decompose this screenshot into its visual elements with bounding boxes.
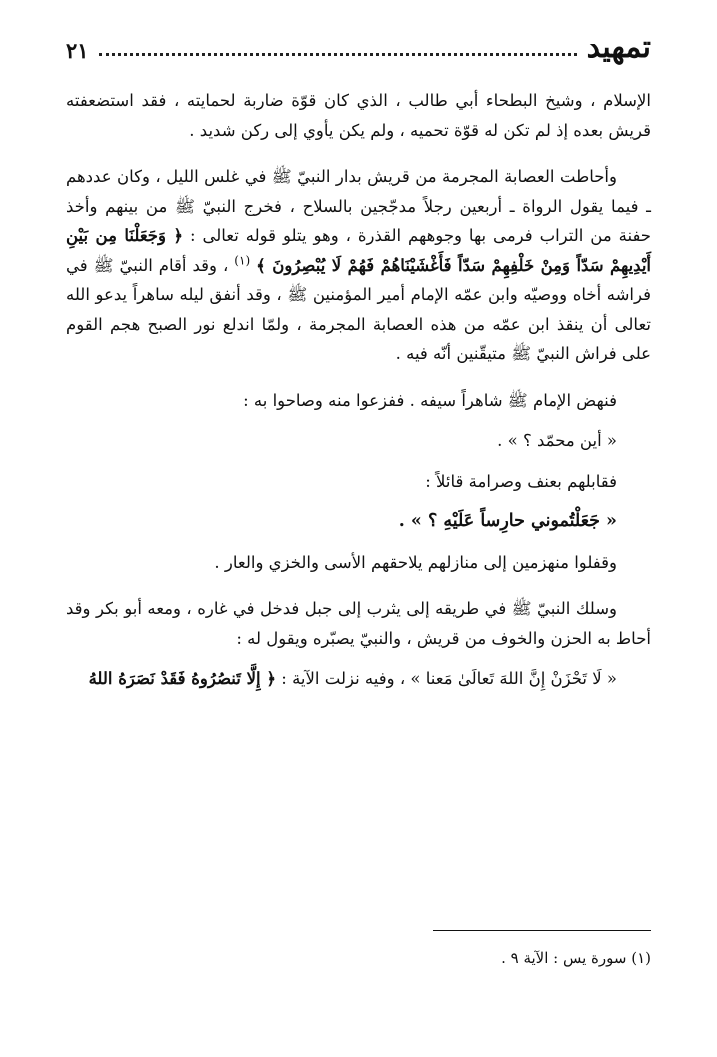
leader-dots (99, 53, 577, 56)
quran-verse: ﴿ وَجَعَلْنَا مِن بَيْنِ أَيْدِيهِمْ سَدّاً وَمِنْ خَلْفِهِمْ سَدّاً فَأَغْشَيْنَاهُمْ فَهُمْ لَا يُبْصِرُونَ ﴾ (66, 226, 652, 275)
quote-where-is-muhammad: « أين محمّد ؟ » . (497, 431, 617, 450)
paragraph-1: الإسلام ، وشيخ البطحاء أبي طالب ، الذي كان قوّة ضاربة لحمايته ، فقد استضعفته قريش بعده إذ لم تكن له قوّة تحميه ، ولم يكن يأوي إلى ركن شديد . (66, 91, 651, 140)
paragraph-2 (66, 162, 651, 369)
footnote-reference: (١) (234, 253, 251, 267)
paragraph-5: فقابلهم بعنف وصرامة قائلاً : (425, 471, 617, 491)
paragraph-9 (66, 664, 651, 694)
paragraph-2-text-a: وأحاطت العصابة المجرمة من قريش بدار النبيّ ﷺ في غلس الليل ، وكان عددهم ـ فيما يقول الرواة ـ أربعين رجلاً مدجّجين بالسلاح ، فخرج النبيّ ﷺ من بينهم وأخذ حفنة من التراب فرمى بها وجوههم القذرة ، وهو يتلو قوله تعالى : (66, 167, 652, 245)
paragraph-2-text-b: ، وقد أقام النبيّ ﷺ في فراشه أخاه ووصيّه وابن عمّه الإمام أمير المؤمنين ﷺ ، وقد أنفق ليله ساهراً يدعو الله تعالى أن ينقذ ابن عمّه من هذه العصابة المجرمة ، ولمّا اندلع نور الصبح هجم القوم على فراش النبيّ ﷺ متيقّنين أنّه فيه . (66, 255, 651, 363)
quote-imam-reply: « جَعَلْتُموني حارِساً عَلَيْهِ ؟ » . (398, 511, 617, 531)
quran-verse-2: ﴿ إِلَّا تَنصُرُوهُ فَقَدْ نَصَرَهُ اللهُ (88, 669, 277, 688)
paragraph-7: وقفلوا منهزمين إلى منازلهم يلاحقهم الأسى والخزي والعار . (214, 552, 617, 572)
page-body (66, 86, 651, 694)
running-head (66, 26, 651, 66)
chapter-title: تمهيد (586, 30, 651, 65)
paragraph-3: فنهض الإمام ﷺ شاهراً سيفه . ففزعوا منه وصاحوا به : (243, 390, 617, 410)
footnote: (١) سورة يس : الآية ٩ . (501, 949, 651, 967)
paragraph-9-text: « لَا تَحْزَنْ إِنَّ اللهَ تَعالَىٰ مَعنا » ، وفيه نزلت الآية : (281, 669, 617, 688)
page-number: ٢١ (66, 38, 89, 63)
paragraph-8: وسلك النبيّ ﷺ في طريقه إلى يثرب إلى جبل فدخل في غاره ، ومعه أبو بكر وقد أحاط به الحزن والخوف من قريش ، والنبيّ يصبّره ويقول له : (66, 599, 651, 648)
footnote-divider (433, 930, 651, 931)
